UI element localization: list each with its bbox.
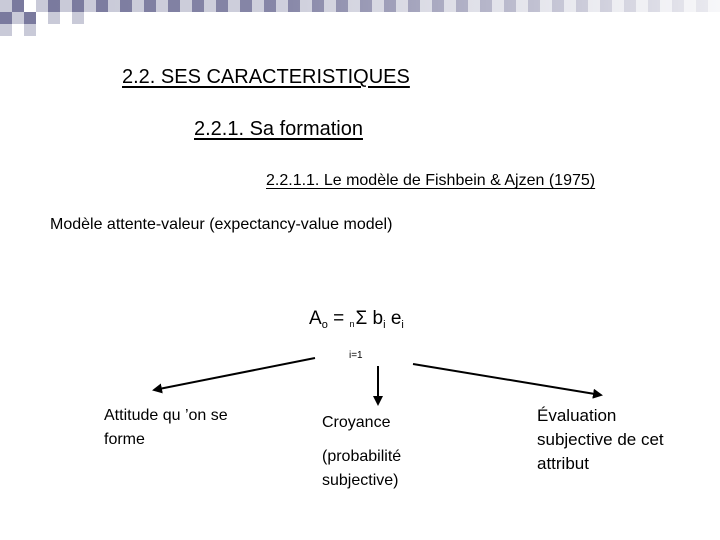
arrow-to-attitude <box>154 358 315 390</box>
formula-b: b <box>367 308 384 329</box>
belief-label: Croyance <box>322 414 391 431</box>
arrow-to-evaluation <box>413 364 601 395</box>
attribute-evaluation-label: Évaluation subjective de cet attribut <box>537 406 664 473</box>
formula-b-subscript: i <box>383 319 386 331</box>
formula-e: e <box>385 308 402 329</box>
formula-equals: = <box>327 308 350 329</box>
formula-e-subscript: i <box>401 319 404 331</box>
subsection-heading: 2.2.1. Sa formation <box>194 118 363 140</box>
formula-sigma: Σ <box>355 308 368 329</box>
formula-sigma-subscript: n <box>349 319 355 329</box>
formula-sum-index: i=1 <box>349 350 363 361</box>
attitude-label: Attitude qu ’on se forme <box>104 407 228 448</box>
sub-subsection-heading: 2.2.1.1. Le modèle de Fishbein & Ajzen (1975) <box>266 172 596 189</box>
formula-a: A <box>309 308 322 329</box>
model-intro-text: Modèle attente-valeur (expectancy-value model) <box>50 216 393 233</box>
section-heading: 2.2. SES CARACTERISTIQUES <box>122 66 410 88</box>
formula-a-subscript: o <box>321 319 328 331</box>
subjective-probability-label: (probabilité subjective) <box>322 448 402 489</box>
